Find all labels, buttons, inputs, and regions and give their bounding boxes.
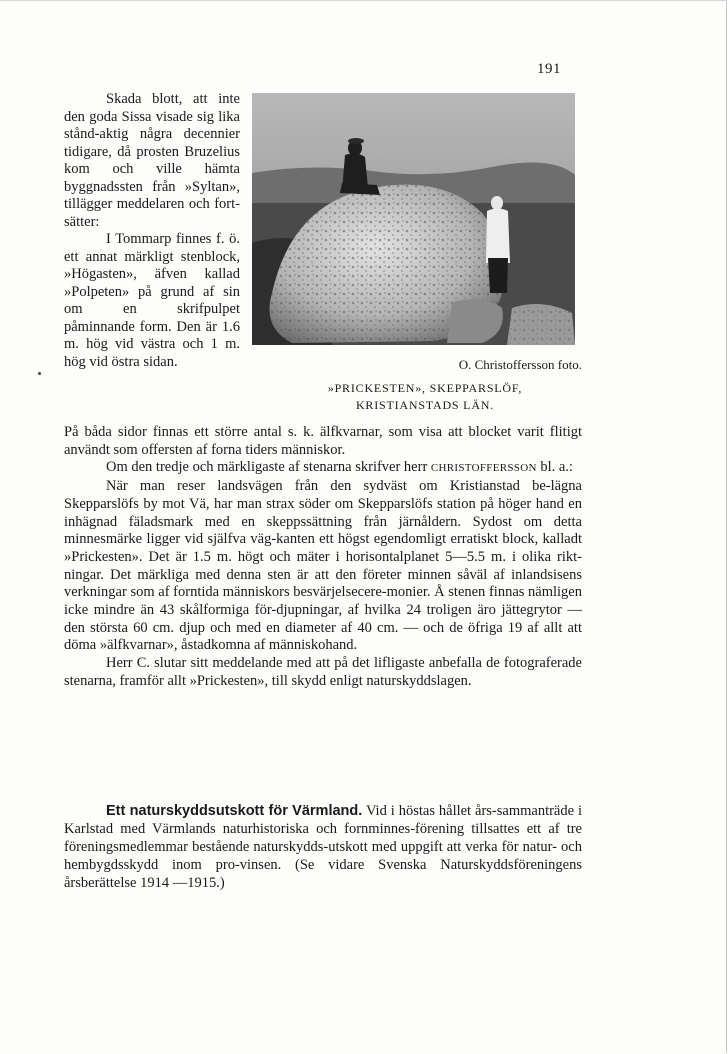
left-column-text xyxy=(64,91,240,371)
caption-line-1: »PRICKESTEN», SKEPPARSLÖF, xyxy=(327,381,523,395)
photograph-prickesten xyxy=(252,93,575,345)
photograph-image xyxy=(252,93,575,345)
author-name: CHRISTOFFERSSON xyxy=(430,462,537,475)
body-paragraph-1: På båda sidor finnas ett större antal s. k. älfkvarnar, som visa att blocket varit flitigt användt som offersten af forna tiders människor. xyxy=(64,424,582,458)
body-paragraph-3: När man reser landsvägen från den sydväst om Kristianstad be-lägna Skepparslöfs by mot Vä, har man strax söder om Skepparslöfs station på höger hand en inhägnad fäladsmark med en skeppssättning från järnåldern. Sydost om detta minnesmärke ligger vid själfva väg-kanten ett högst egendomligt erratiskt block, kalladt »Prickesten». Det är 1.5 m. högt och mäter i horisontalplanet 5—5.5 m. i olika rikt-ningar. Det märkliga med denna sten är att den företer minnen såväl af inlandsisens verkningar som af forntida människors besvärjelsecere-monier. Å stenen finnas nämligen icke mindre än 43 skålformiga för-djupningar, af hvilka 24 troligen äro jättegrytor — den största 60 cm. djup och med en diameter af 40 cm. — och de öfriga 19 af allt att döma »älfkvarnar», åstadkomna af människohand. xyxy=(64,478,582,654)
body-paragraph-2-tail: bl. a.: xyxy=(536,459,573,476)
photo-credit: O. Christoffersson foto. xyxy=(458,357,582,372)
margin-speck xyxy=(38,372,41,375)
page-number: 191 xyxy=(537,61,561,77)
caption-line-2: KRISTIANSTADS LÄN. xyxy=(355,398,495,412)
body-paragraph-2-lead: Om den tredje och märkligaste af stenarna skrifver herr xyxy=(106,459,431,476)
body-paragraph-2 xyxy=(64,459,582,478)
left-paragraph-1: Skada blott, att inte den goda Sissa visade sig lika stånd-aktig några decennier tidigare, då prosten Bruzelius kom och ville hämta byggnadssten från »Syltan», tillägger meddelaren och fort-sätter: xyxy=(64,91,240,230)
article-body xyxy=(64,424,582,691)
notice-text: Vid i höstas hållet års-sammanträde i Karlstad med Värmlands naturhistoriska och fornminnes-förening tillsattes ett af tre föreningsmedlemmar bestående naturskydds-utskott med uppgift att verka för natur- och hembygdsskydd inom pro-vinsen. (Se vidare Svenska Naturskyddsföreningens årsberättelse 1914 —1915.) xyxy=(64,803,582,891)
left-paragraph-2: I Tommarp finnes f. ö. ett annat märkligt stenblock, »Högasten», äfven kallad »Polpeten» på grund af sin om en skrifpulpet påminnande form. Den är 1.6 m. hög vid västra och 1 m. hög vid östra sidan. xyxy=(64,231,240,370)
notice-heading: Ett naturskyddsutskott för Värmland. xyxy=(106,803,363,819)
notice-paragraph xyxy=(64,802,582,892)
body-paragraph-4: Herr C. slutar sitt meddelande med att på det lifligaste anbefalla de fotograferade stenarna, framför allt »Prickesten», till skydd enligt naturskyddslagen. xyxy=(64,655,582,689)
notice-section xyxy=(64,802,582,892)
figure-caption xyxy=(280,380,570,414)
